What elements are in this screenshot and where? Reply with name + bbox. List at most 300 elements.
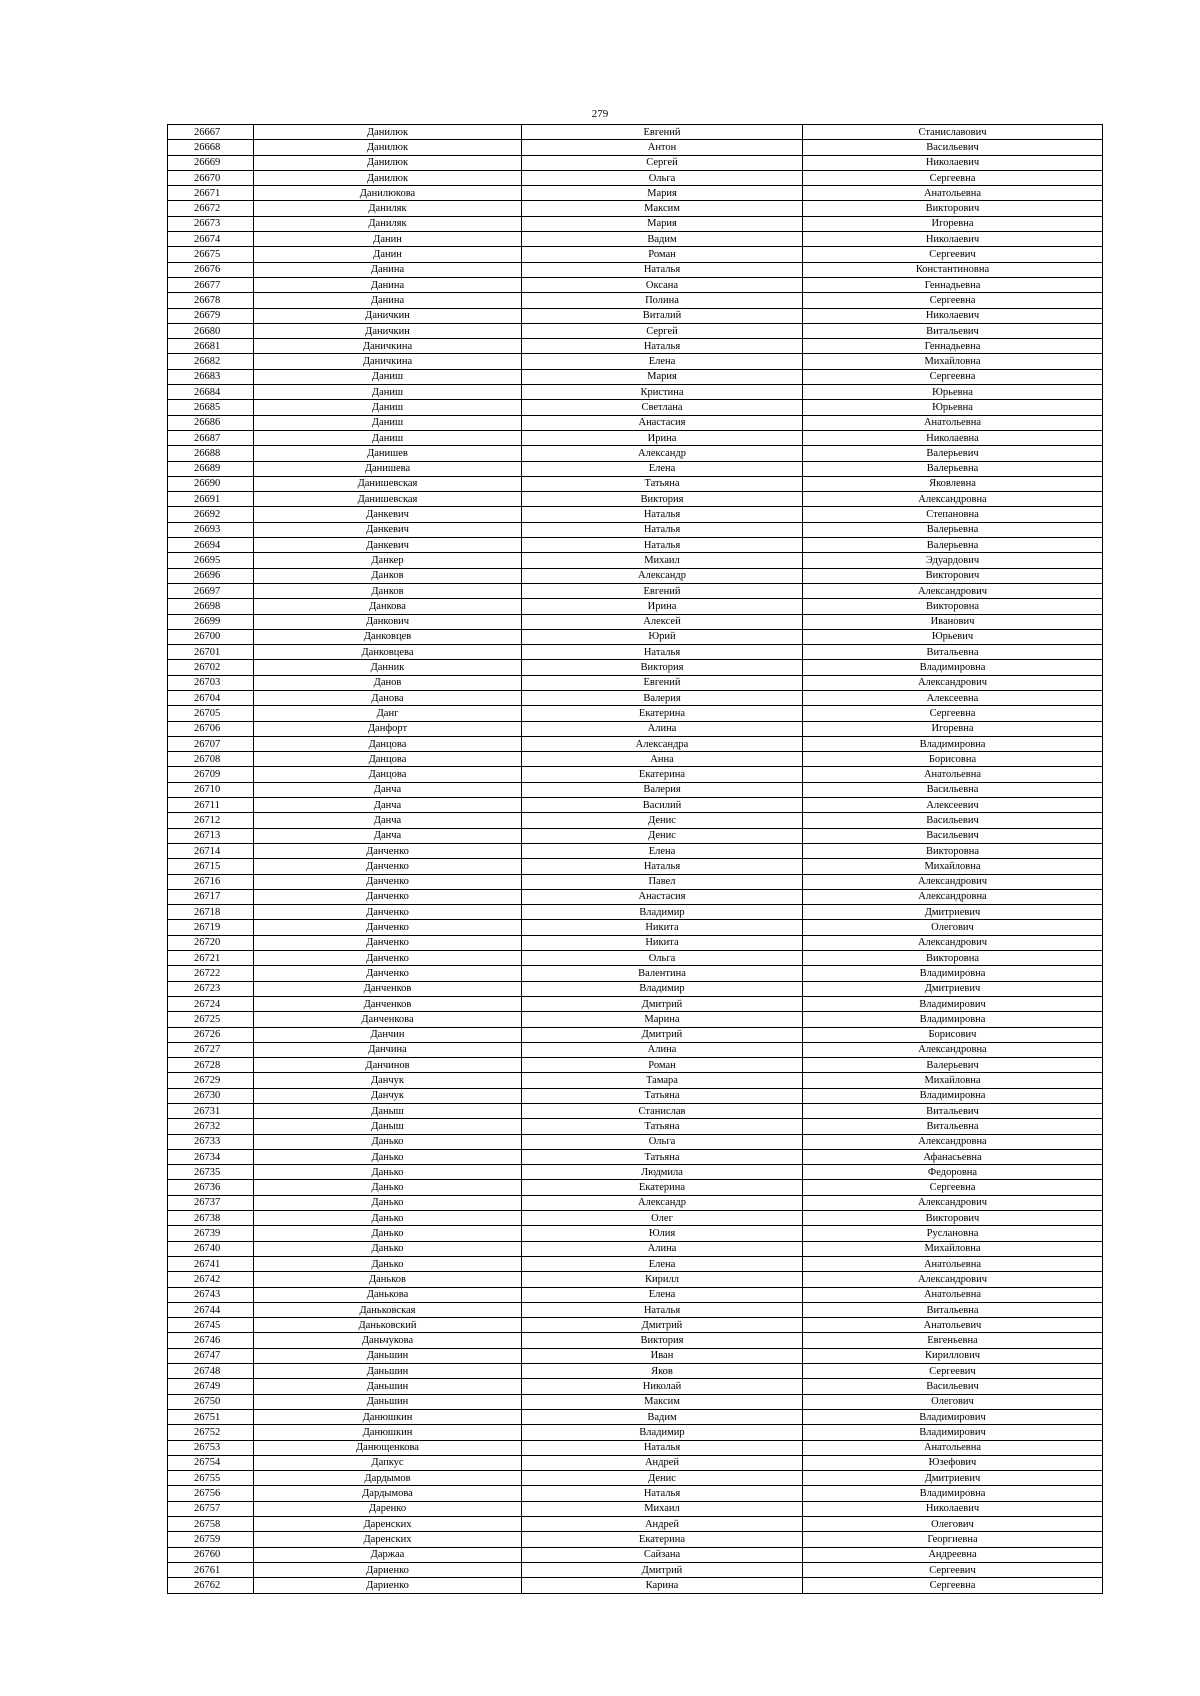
table-row [168, 599, 1103, 614]
record-number-cell: 26701 [168, 645, 254, 660]
surname-cell: Данг [254, 706, 522, 721]
surname-cell: Данченко [254, 966, 522, 981]
first-name-cell: Алексей [522, 614, 803, 629]
table-row [168, 385, 1103, 400]
patronymic-cell: Дмитриевич [803, 1471, 1103, 1486]
first-name-cell: Ольга [522, 951, 803, 966]
record-number-cell: 26749 [168, 1379, 254, 1394]
patronymic-cell: Сергеевна [803, 706, 1103, 721]
surname-cell: Данишев [254, 446, 522, 461]
first-name-cell: Мария [522, 216, 803, 231]
patronymic-cell: Валерьевна [803, 522, 1103, 537]
patronymic-cell: Олегович [803, 1517, 1103, 1532]
patronymic-cell: Анатольевна [803, 1256, 1103, 1271]
surname-cell: Данюшкин [254, 1425, 522, 1440]
surname-cell: Данилюк [254, 155, 522, 170]
patronymic-cell: Эдуардович [803, 553, 1103, 568]
record-number-cell: 26753 [168, 1440, 254, 1455]
table-row [168, 920, 1103, 935]
record-number-cell: 26707 [168, 736, 254, 751]
table-row [168, 1241, 1103, 1256]
patronymic-cell: Георгиевна [803, 1532, 1103, 1547]
table-row [168, 507, 1103, 522]
surname-cell: Даньков [254, 1272, 522, 1287]
table-row [168, 1547, 1103, 1562]
table-row [168, 1517, 1103, 1532]
patronymic-cell: Юзефович [803, 1455, 1103, 1470]
surname-cell: Данилюкова [254, 186, 522, 201]
patronymic-cell: Васильевич [803, 813, 1103, 828]
record-number-cell: 26762 [168, 1578, 254, 1593]
surname-cell: Данчин [254, 1027, 522, 1042]
surname-cell: Даниляк [254, 201, 522, 216]
table-row [168, 476, 1103, 491]
table-row [168, 675, 1103, 690]
first-name-cell: Татьяна [522, 476, 803, 491]
patronymic-cell: Александрович [803, 1272, 1103, 1287]
surname-cell: Даниш [254, 385, 522, 400]
patronymic-cell: Сергеевич [803, 247, 1103, 262]
record-number-cell: 26723 [168, 981, 254, 996]
record-number-cell: 26693 [168, 522, 254, 537]
table-row [168, 889, 1103, 904]
record-number-cell: 26673 [168, 216, 254, 231]
table-row [168, 690, 1103, 705]
first-name-cell: Владимир [522, 905, 803, 920]
surname-cell: Данилюк [254, 125, 522, 140]
table-row [168, 1119, 1103, 1134]
record-number-cell: 26751 [168, 1409, 254, 1424]
patronymic-cell: Игоревна [803, 216, 1103, 231]
record-number-cell: 26718 [168, 905, 254, 920]
patronymic-cell: Владимировна [803, 660, 1103, 675]
table-row [168, 798, 1103, 813]
surname-cell: Данькова [254, 1287, 522, 1302]
record-number-cell: 26687 [168, 430, 254, 445]
surname-cell: Даренко [254, 1501, 522, 1516]
first-name-cell: Андрей [522, 1517, 803, 1532]
record-number-cell: 26677 [168, 277, 254, 292]
record-number-cell: 26757 [168, 1501, 254, 1516]
record-number-cell: 26750 [168, 1394, 254, 1409]
patronymic-cell: Сергеевна [803, 170, 1103, 185]
first-name-cell: Наталья [522, 645, 803, 660]
table-row [168, 645, 1103, 660]
patronymic-cell: Олегович [803, 920, 1103, 935]
patronymic-cell: Васильевич [803, 140, 1103, 155]
table-row [168, 736, 1103, 751]
table-row [168, 981, 1103, 996]
surname-cell: Даниляк [254, 216, 522, 231]
patronymic-cell: Васильевич [803, 828, 1103, 843]
table-row [168, 1394, 1103, 1409]
record-number-cell: 26714 [168, 843, 254, 858]
record-number-cell: 26705 [168, 706, 254, 721]
first-name-cell: Дмитрий [522, 1027, 803, 1042]
record-number-cell: 26680 [168, 323, 254, 338]
record-number-cell: 26760 [168, 1547, 254, 1562]
first-name-cell: Кристина [522, 385, 803, 400]
table-row [168, 538, 1103, 553]
first-name-cell: Полина [522, 293, 803, 308]
table-row [168, 262, 1103, 277]
record-number-cell: 26686 [168, 415, 254, 430]
first-name-cell: Александр [522, 1195, 803, 1210]
table-row [168, 1562, 1103, 1577]
table-row [168, 1409, 1103, 1424]
surname-cell: Даржаа [254, 1547, 522, 1562]
record-number-cell: 26752 [168, 1425, 254, 1440]
patronymic-cell: Кириллович [803, 1348, 1103, 1363]
table-row [168, 369, 1103, 384]
table-row [168, 1333, 1103, 1348]
record-number-cell: 26696 [168, 568, 254, 583]
record-number-cell: 26697 [168, 583, 254, 598]
record-number-cell: 26699 [168, 614, 254, 629]
first-name-cell: Екатерина [522, 1180, 803, 1195]
first-name-cell: Денис [522, 828, 803, 843]
record-number-cell: 26689 [168, 461, 254, 476]
table-row [168, 308, 1103, 323]
record-number-cell: 26720 [168, 935, 254, 950]
first-name-cell: Виктория [522, 492, 803, 507]
table-row [168, 140, 1103, 155]
patronymic-cell: Игоревна [803, 721, 1103, 736]
surname-cell: Данченко [254, 905, 522, 920]
table-row [168, 1195, 1103, 1210]
first-name-cell: Вадим [522, 1409, 803, 1424]
first-name-cell: Тамара [522, 1073, 803, 1088]
first-name-cell: Анастасия [522, 415, 803, 430]
record-number-cell: 26722 [168, 966, 254, 981]
patronymic-cell: Анатольевна [803, 415, 1103, 430]
first-name-cell: Евгений [522, 675, 803, 690]
patronymic-cell: Владимирович [803, 1409, 1103, 1424]
surname-cell: Данцова [254, 767, 522, 782]
first-name-cell: Мария [522, 369, 803, 384]
surname-cell: Данько [254, 1226, 522, 1241]
patronymic-cell: Юрьевна [803, 400, 1103, 415]
patronymic-cell: Александровна [803, 1134, 1103, 1149]
table-row [168, 1027, 1103, 1042]
table-row [168, 1134, 1103, 1149]
surname-cell: Данющенкова [254, 1440, 522, 1455]
first-name-cell: Виктория [522, 1333, 803, 1348]
table-row [168, 752, 1103, 767]
patronymic-cell: Михайловна [803, 859, 1103, 874]
patronymic-cell: Васильевна [803, 782, 1103, 797]
patronymic-cell: Андреевна [803, 1547, 1103, 1562]
surname-cell: Данкевич [254, 507, 522, 522]
patronymic-cell: Анатольевна [803, 1287, 1103, 1302]
patronymic-cell: Анатольевна [803, 767, 1103, 782]
patronymic-cell: Александрович [803, 583, 1103, 598]
record-number-cell: 26708 [168, 752, 254, 767]
patronymic-cell: Валерьевна [803, 538, 1103, 553]
first-name-cell: Павел [522, 874, 803, 889]
table-row [168, 996, 1103, 1011]
record-number-cell: 26737 [168, 1195, 254, 1210]
surname-cell: Даньчукова [254, 1333, 522, 1348]
patronymic-cell: Валерьевич [803, 446, 1103, 461]
patronymic-cell: Сергеевич [803, 1562, 1103, 1577]
surname-cell: Данченко [254, 874, 522, 889]
patronymic-cell: Федоровна [803, 1165, 1103, 1180]
table-row [168, 1471, 1103, 1486]
first-name-cell: Марина [522, 1012, 803, 1027]
patronymic-cell: Яковлевна [803, 476, 1103, 491]
record-number-cell: 26695 [168, 553, 254, 568]
patronymic-cell: Дмитриевич [803, 905, 1103, 920]
table-row [168, 629, 1103, 644]
table-row [168, 1348, 1103, 1363]
record-number-cell: 26727 [168, 1042, 254, 1057]
table-row [168, 354, 1103, 369]
record-number-cell: 26725 [168, 1012, 254, 1027]
surname-cell: Данченко [254, 951, 522, 966]
first-name-cell: Наталья [522, 1486, 803, 1501]
patronymic-cell: Витальевна [803, 645, 1103, 660]
surname-cell: Данько [254, 1180, 522, 1195]
surname-cell: Данова [254, 690, 522, 705]
patronymic-cell: Витальевич [803, 323, 1103, 338]
surname-cell: Данишева [254, 461, 522, 476]
patronymic-cell: Сергеевна [803, 369, 1103, 384]
first-name-cell: Наталья [522, 507, 803, 522]
record-number-cell: 26744 [168, 1302, 254, 1317]
record-number-cell: 26688 [168, 446, 254, 461]
record-number-cell: 26709 [168, 767, 254, 782]
record-number-cell: 26690 [168, 476, 254, 491]
first-name-cell: Анастасия [522, 889, 803, 904]
table-row [168, 446, 1103, 461]
record-number-cell: 26745 [168, 1318, 254, 1333]
first-name-cell: Наталья [522, 538, 803, 553]
surname-cell: Данин [254, 232, 522, 247]
table-row [168, 1104, 1103, 1119]
registry-table-body [168, 125, 1103, 1594]
record-number-cell: 26730 [168, 1088, 254, 1103]
first-name-cell: Мария [522, 186, 803, 201]
surname-cell: Даньковская [254, 1302, 522, 1317]
surname-cell: Даничкин [254, 308, 522, 323]
first-name-cell: Татьяна [522, 1088, 803, 1103]
first-name-cell: Евгений [522, 583, 803, 598]
table-row [168, 232, 1103, 247]
surname-cell: Данкевич [254, 538, 522, 553]
first-name-cell: Денис [522, 1471, 803, 1486]
table-row [168, 874, 1103, 889]
surname-cell: Данина [254, 262, 522, 277]
patronymic-cell: Викторовна [803, 843, 1103, 858]
surname-cell: Данкевич [254, 522, 522, 537]
surname-cell: Даренских [254, 1517, 522, 1532]
record-number-cell: 26739 [168, 1226, 254, 1241]
record-number-cell: 26685 [168, 400, 254, 415]
registry-table [167, 124, 1103, 1594]
table-row [168, 293, 1103, 308]
table-row [168, 706, 1103, 721]
record-number-cell: 26755 [168, 1471, 254, 1486]
surname-cell: Данфорт [254, 721, 522, 736]
patronymic-cell: Владимировна [803, 1012, 1103, 1027]
record-number-cell: 26758 [168, 1517, 254, 1532]
record-number-cell: 26676 [168, 262, 254, 277]
table-row [168, 415, 1103, 430]
first-name-cell: Карина [522, 1578, 803, 1593]
surname-cell: Даньковский [254, 1318, 522, 1333]
patronymic-cell: Руслановна [803, 1226, 1103, 1241]
patronymic-cell: Викторович [803, 1211, 1103, 1226]
patronymic-cell: Михайловна [803, 354, 1103, 369]
table-row [168, 1302, 1103, 1317]
surname-cell: Даниш [254, 400, 522, 415]
first-name-cell: Ольга [522, 170, 803, 185]
patronymic-cell: Николаевич [803, 232, 1103, 247]
surname-cell: Дардымова [254, 1486, 522, 1501]
patronymic-cell: Александрович [803, 935, 1103, 950]
patronymic-cell: Сергеевна [803, 1578, 1103, 1593]
surname-cell: Данча [254, 828, 522, 843]
record-number-cell: 26726 [168, 1027, 254, 1042]
first-name-cell: Елена [522, 843, 803, 858]
record-number-cell: 26710 [168, 782, 254, 797]
first-name-cell: Наталья [522, 1440, 803, 1455]
surname-cell: Данько [254, 1165, 522, 1180]
record-number-cell: 26719 [168, 920, 254, 935]
table-row [168, 522, 1103, 537]
patronymic-cell: Викторовна [803, 599, 1103, 614]
first-name-cell: Михаил [522, 1501, 803, 1516]
table-row [168, 216, 1103, 231]
patronymic-cell: Валерьевна [803, 461, 1103, 476]
surname-cell: Данько [254, 1149, 522, 1164]
patronymic-cell: Михайловна [803, 1241, 1103, 1256]
patronymic-cell: Анатольевна [803, 186, 1103, 201]
table-row [168, 1073, 1103, 1088]
table-row [168, 125, 1103, 140]
table-row [168, 1042, 1103, 1057]
surname-cell: Даничкина [254, 339, 522, 354]
patronymic-cell: Степановна [803, 507, 1103, 522]
patronymic-cell: Константиновна [803, 262, 1103, 277]
surname-cell: Данько [254, 1134, 522, 1149]
first-name-cell: Владимир [522, 981, 803, 996]
patronymic-cell: Геннадьевна [803, 339, 1103, 354]
surname-cell: Данченко [254, 859, 522, 874]
table-row [168, 1226, 1103, 1241]
table-row [168, 277, 1103, 292]
first-name-cell: Елена [522, 354, 803, 369]
patronymic-cell: Юрьевна [803, 385, 1103, 400]
patronymic-cell: Викторович [803, 568, 1103, 583]
surname-cell: Даныш [254, 1119, 522, 1134]
record-number-cell: 26667 [168, 125, 254, 140]
record-number-cell: 26684 [168, 385, 254, 400]
surname-cell: Данкович [254, 614, 522, 629]
record-number-cell: 26698 [168, 599, 254, 614]
table-row [168, 430, 1103, 445]
first-name-cell: Ирина [522, 599, 803, 614]
first-name-cell: Наталья [522, 522, 803, 537]
record-number-cell: 26756 [168, 1486, 254, 1501]
first-name-cell: Денис [522, 813, 803, 828]
record-number-cell: 26717 [168, 889, 254, 904]
table-row [168, 843, 1103, 858]
table-row [168, 614, 1103, 629]
first-name-cell: Никита [522, 920, 803, 935]
record-number-cell: 26691 [168, 492, 254, 507]
surname-cell: Даньшин [254, 1394, 522, 1409]
first-name-cell: Ирина [522, 430, 803, 445]
surname-cell: Данишевская [254, 476, 522, 491]
record-number-cell: 26694 [168, 538, 254, 553]
record-number-cell: 26735 [168, 1165, 254, 1180]
table-row [168, 201, 1103, 216]
first-name-cell: Антон [522, 140, 803, 155]
patronymic-cell: Александровна [803, 889, 1103, 904]
patronymic-cell: Сергеевна [803, 1180, 1103, 1195]
patronymic-cell: Афанасьевна [803, 1149, 1103, 1164]
table-row [168, 1425, 1103, 1440]
patronymic-cell: Алексеевна [803, 690, 1103, 705]
table-row [168, 492, 1103, 507]
patronymic-cell: Владимировна [803, 966, 1103, 981]
first-name-cell: Никита [522, 935, 803, 950]
surname-cell: Даныш [254, 1104, 522, 1119]
first-name-cell: Виктория [522, 660, 803, 675]
patronymic-cell: Викторовна [803, 951, 1103, 966]
surname-cell: Данишевская [254, 492, 522, 507]
table-row [168, 170, 1103, 185]
table-row [168, 1578, 1103, 1593]
patronymic-cell: Евгеньевна [803, 1333, 1103, 1348]
record-number-cell: 26732 [168, 1119, 254, 1134]
first-name-cell: Валентина [522, 966, 803, 981]
surname-cell: Данько [254, 1195, 522, 1210]
patronymic-cell: Валерьевич [803, 1058, 1103, 1073]
first-name-cell: Максим [522, 1394, 803, 1409]
patronymic-cell: Викторович [803, 201, 1103, 216]
patronymic-cell: Витальевна [803, 1119, 1103, 1134]
patronymic-cell: Сергеевич [803, 1364, 1103, 1379]
first-name-cell: Елена [522, 1287, 803, 1302]
first-name-cell: Сайзана [522, 1547, 803, 1562]
surname-cell: Данченко [254, 920, 522, 935]
record-number-cell: 26754 [168, 1455, 254, 1470]
table-row [168, 1088, 1103, 1103]
record-number-cell: 26731 [168, 1104, 254, 1119]
first-name-cell: Екатерина [522, 1532, 803, 1547]
record-number-cell: 26692 [168, 507, 254, 522]
patronymic-cell: Васильевич [803, 1379, 1103, 1394]
record-number-cell: 26670 [168, 170, 254, 185]
surname-cell: Данковцев [254, 629, 522, 644]
first-name-cell: Алина [522, 1241, 803, 1256]
record-number-cell: 26683 [168, 369, 254, 384]
table-row [168, 1012, 1103, 1027]
surname-cell: Данченков [254, 981, 522, 996]
patronymic-cell: Николаевич [803, 308, 1103, 323]
surname-cell: Даниш [254, 369, 522, 384]
patronymic-cell: Владимирович [803, 996, 1103, 1011]
table-row [168, 339, 1103, 354]
record-number-cell: 26713 [168, 828, 254, 843]
table-row [168, 951, 1103, 966]
record-number-cell: 26716 [168, 874, 254, 889]
surname-cell: Данина [254, 277, 522, 292]
patronymic-cell: Александрович [803, 1195, 1103, 1210]
